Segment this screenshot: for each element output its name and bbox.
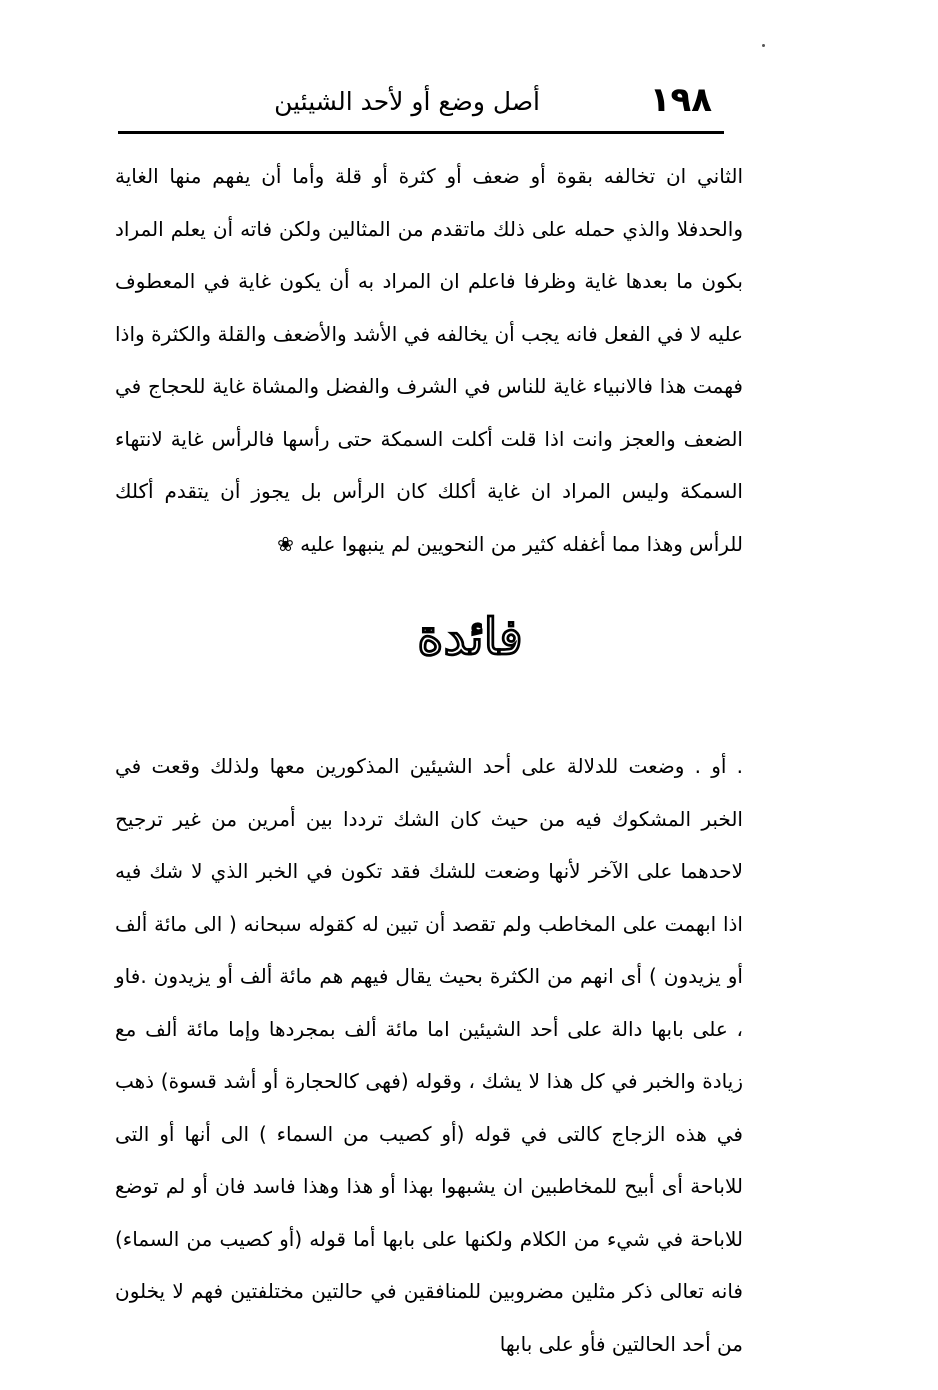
page-header (120, 78, 720, 128)
page-number: ١٩٨ (649, 80, 712, 120)
running-title: أصل وضع أو لأحد الشيئين (274, 87, 540, 116)
paragraph-2: . أو . وضعت للدلالة على أحد الشيئين المذكورين معها ولذلك وقعت في الخبر المشكوك فيه من حيث كان الشك ترددا بين أمرين من غير ترجيح لاحدهما على الآخر لأنها وضعت للشك فقد تكون في الخبر الذي لا شك فيه اذا ابهمت على المخاطب ولم تقصد أن تبين له كقوله سبحانه ( الى مائة ألف أو يزيدون ) أى انهم من الكثرة بحيث يقال فيهم هم مائة ألف أو يزيدون .فاو ، على بابها دالة على أحد الشيئين اما مائة ألف بمجردها وإما مائة ألف مع زيادة والخبر في كل هذا لا يشك ، وقوله (فهى كالحجارة أو أشد قسوة) ذهب في هذه الزجاج كالتى في قوله (أو كصيب من السماء ) الى أنها أو التى للاباحة أى أبيح للمخاطبين ان يشبهوا بهذا أو هذا وهذا فاسد فان أو لم توضع للاباحة في شيء من الكلام ولكنها على بابها أما قوله (أو كصيب من السماء) فانه تعالى ذكر مثلين مضروبين للمنافقين في حالتين مختلفتين فهم لا يخلون من أحد الحالتين فأو على بابها (115, 754, 743, 1356)
header-rule (118, 131, 724, 134)
paragraph-1: الثاني ان تخالفه بقوة أو ضعف أو كثرة أو قلة وأما أن يفهم منها الغاية والحدفلا والذي حمله على ذلك ماتقدم من المثالين ولكن فاته أن يعلم المراد بكون ما بعدها غاية وظرفا فاعلم ان المراد به أن يكون غاية في المعطوف عليه لا في الفعل فانه يجب أن يخالفه في الأشد والأضعف والقلة والكثرة واذا فهمت هذا فالانبياء غاية للناس في الشرف والفضل والمشاة غاية للحجاج في الضعف والعجز وانت اذا قلت أكلت السمكة حتى رأسها فالرأس غاية لانتهاء السمكة وليس المراد ان غاية أكلك كان الرأس بل يجوز أن يتقدم أكلك للرأس وهذا مما أغفله كثير من النحويين لم ينبهوا عليه ❀ (115, 164, 743, 556)
section-heading: فائدة (417, 607, 523, 666)
stray-ink-mark (762, 44, 765, 47)
